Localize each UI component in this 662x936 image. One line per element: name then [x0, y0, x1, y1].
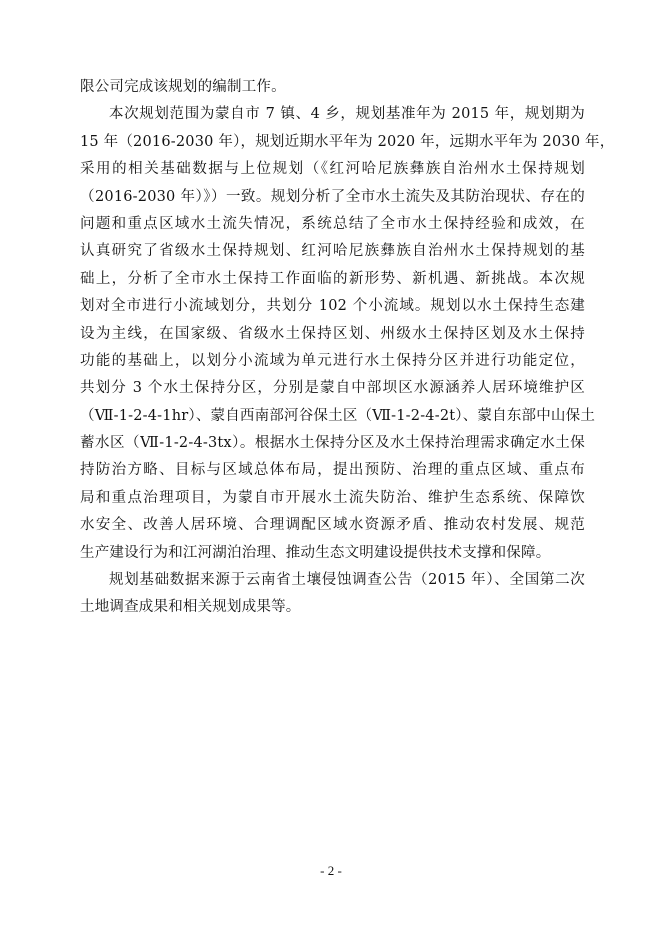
page-number: - 2 - — [320, 863, 342, 878]
text-line: 划对全市进行小流域划分，共划分 102 个小流域。规划以水土保持生态建 — [80, 298, 585, 315]
text-line: 局和重点治理项目，为蒙自市开展水土流失防治、维护生态系统、保障饮 — [80, 489, 585, 506]
text-line: 本次规划范围为蒙自市 7 镇、4 乡，规划基准年为 2015 年，规划期为 — [109, 106, 585, 123]
text-line: 土地调查成果和相关规划成果等。 — [80, 599, 301, 616]
body-text — [80, 74, 615, 622]
text-line: 采用的相关基础数据与上位规划（《红河哈尼族彝族自治州水土保持规划 — [80, 161, 585, 178]
paragraph-planning-scope — [80, 101, 615, 567]
text-line: （2016-2030 年）》）一致。规划分析了全市水土流失及其防治现状、存在的 — [80, 188, 585, 205]
text-line: 持防治方略、目标与区域总体布局，提出预防、治理的重点区域、重点布 — [80, 462, 585, 479]
text-line: 水安全、改善人居环境、合理调配区域水资源矛盾、推动农村发展、规范 — [80, 517, 585, 534]
text-line: 规划基础数据来源于云南省土壤侵蚀调查公告（2015 年）、全国第二次 — [109, 572, 585, 589]
text-line: （Ⅶ-1-2-4-1hr）、蒙自西南部河谷保土区（Ⅶ-1-2-4-2t）、蒙自东部中山保土 — [80, 407, 596, 424]
text-line: 15 年（2016-2030 年），规划近期水平年为 2020 年，远期水平年为 2030 年， — [80, 133, 615, 150]
text-line: 生产建设行为和江河湖泊治理、推动生态文明建设提供技术支撑和保障。 — [80, 544, 551, 561]
text-line: 设为主线，在国家级、省级水土保持区划、州级水土保持区划及水土保持 — [80, 325, 585, 342]
text-line: 问题和重点区域水土流失情况，系统总结了全市水土保持经验和成效，在 — [80, 215, 585, 232]
paragraph-continuation — [80, 74, 585, 101]
text-line: 共划分 3 个水土保持分区，分别是蒙自中部坝区水源涵养人居环境维护区 — [80, 380, 585, 397]
text-line: 认真研究了省级水土保持规划、红河哈尼族彝族自治州水土保持规划的基 — [80, 243, 585, 260]
text-line: 限公司完成该规划的编制工作。 — [80, 79, 286, 95]
text-line: 功能的基础上，以划分小流域为单元进行水土保持分区并进行功能定位， — [80, 352, 585, 369]
text-line: 蓄水区（Ⅶ-1-2-4-3tx）。根据水土保持分区及水土保持治理需求确定水土保 — [80, 435, 585, 452]
text-line: 础上，分析了全市水土保持工作面临的新形势、新机遇、新挑战。本次规 — [80, 270, 585, 287]
paragraph-data-sources — [80, 567, 585, 622]
